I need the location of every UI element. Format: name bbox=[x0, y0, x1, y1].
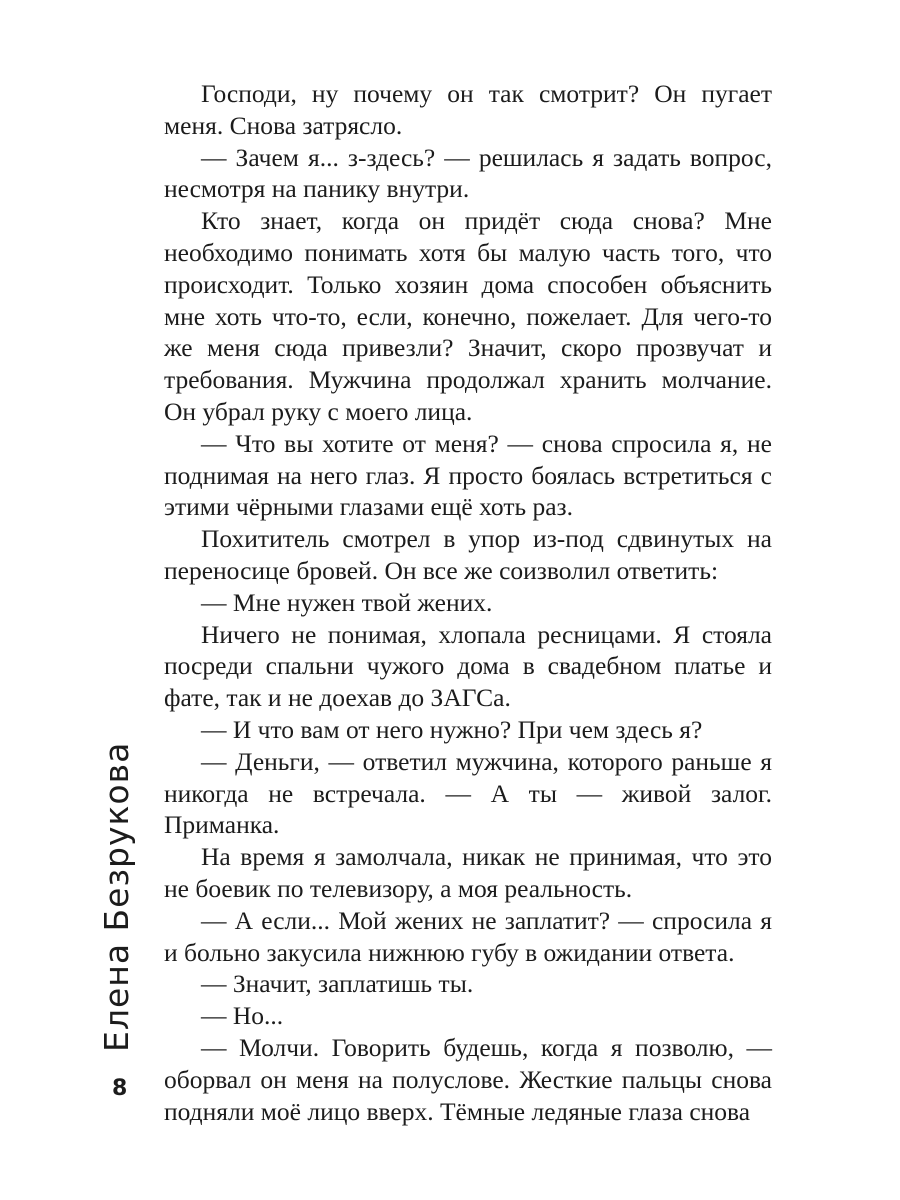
paragraph: Ничего не понимая, хлопала ресницами. Я стояла посреди спальни чужого дома в свадебном платье и фате, так и не доехав до ЗАГСа. bbox=[164, 619, 772, 713]
page-number: 8 bbox=[112, 1076, 128, 1101]
paragraph: — Но... bbox=[201, 1001, 284, 1031]
paragraph: — Зачем я... з-здесь? — решилась я задать вопрос, несмотря на панику внутри. bbox=[164, 142, 772, 204]
book-page-text bbox=[164, 78, 772, 1127]
paragraph: Кто знает, когда он придёт сюда снова? Мне необходимо понимать хотя бы малую часть того, что происходит. Только хозяин дома способен объяснить мне хоть что-то, если, конечно, пожелает. Для чего-то же меня сюда привезли? Значит, скоро прозвучат и требования. Мужчина продолжал хранить молчание. Он убрал руку с моего лица. bbox=[164, 206, 772, 426]
paragraph: — Мне нужен твой жених. bbox=[201, 587, 493, 617]
paragraph: — Значит, заплатишь ты. bbox=[201, 969, 474, 999]
paragraph: Похититель смотрел в упор из-под сдвинутых на переносице бровей. Он все же соизволил ответить: bbox=[164, 524, 772, 585]
paragraph: — И что вам от него нужно? При чем здесь я? bbox=[201, 714, 703, 744]
paragraph: — Деньги, — ответил мужчина, которого раньше я никогда не встречала. — А ты — живой залог. Приманка. bbox=[164, 746, 772, 840]
paragraph: — А если... Мой жених не заплатит? — спросила я и больно закусила нижнюю губу в ожидании ответа. bbox=[164, 905, 772, 967]
paragraph: — Что вы хотите от меня? — снова спросила я, не поднимая на него глаз. Я просто боялась встретиться с этими чёрными глазами ещё хоть раз. bbox=[164, 428, 772, 522]
paragraph: Господи, ну почему он так смотрит? Он пугает меня. Снова затрясло. bbox=[164, 79, 772, 140]
author-name-vertical: Елена Безрукова bbox=[97, 741, 136, 1052]
paragraph: На время я замолчала, никак не принимая, что это не боевик по телевизору, а моя реальность. bbox=[164, 842, 772, 903]
paragraph: — Молчи. Говорить будешь, когда я позволю, — оборвал он меня на полуслове. Жесткие пальцы снова подняли моё лицо вверх. Тёмные ледяные глаза снова bbox=[164, 1032, 772, 1126]
